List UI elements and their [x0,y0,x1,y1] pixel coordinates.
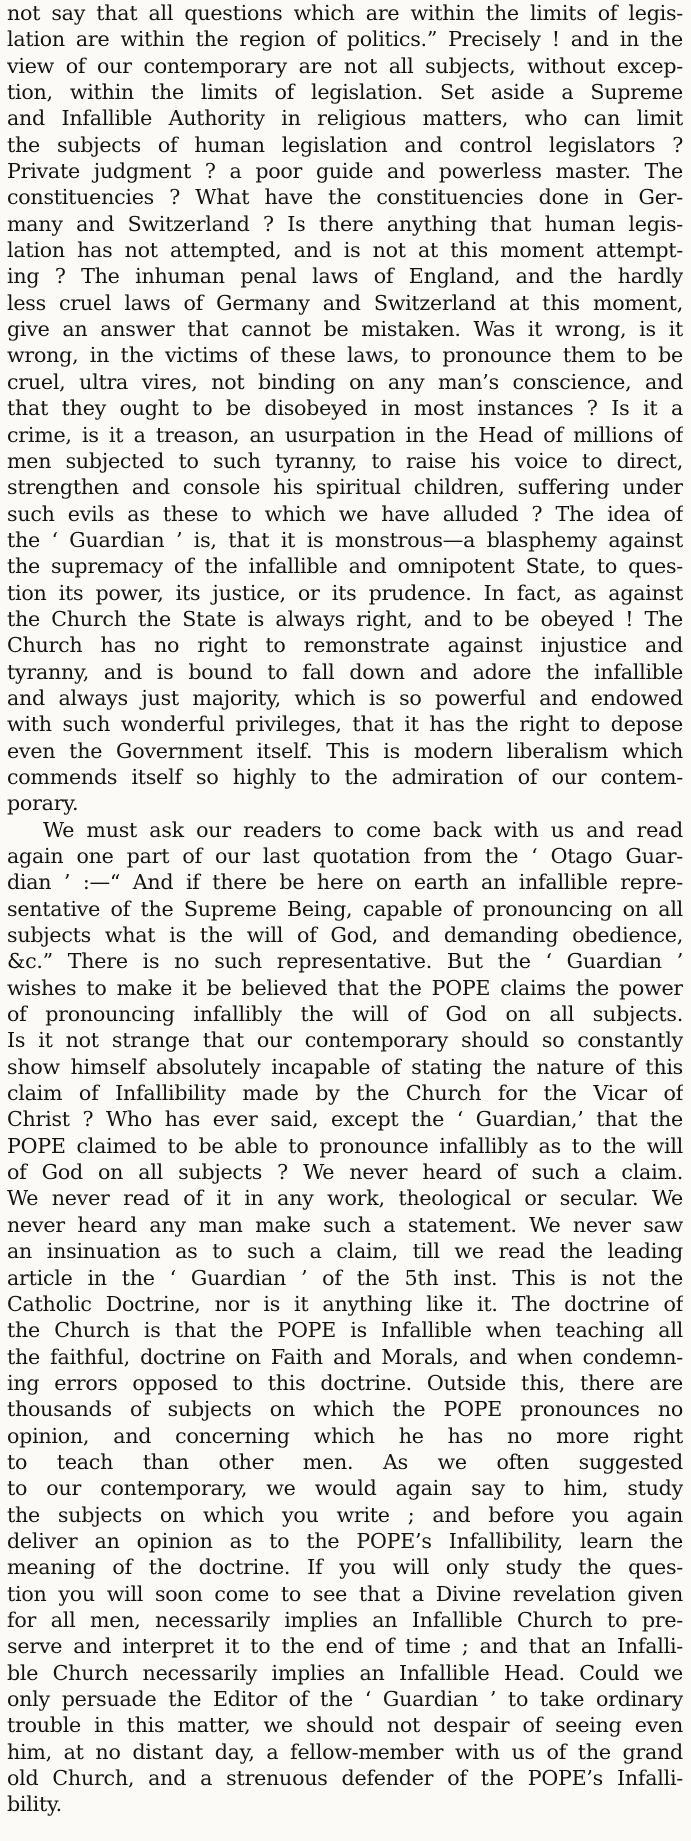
text-line: tion you will soon come to see that a Divine revelation given [7,1581,683,1606]
text-line: serve and interpret it to the end of time ; and that an Infalli- [7,1634,683,1659]
text-line: him, at no distant day, a fellow-member with us of the grand [7,1739,683,1764]
text-line: wrong, in the victims of these laws, to pronounce them to be [7,343,683,368]
text-line: an insinuation as to such a claim, till we read the leading [7,1239,683,1264]
text-line: never heard any man make such a statement. We never saw [7,1212,683,1237]
text-line: not say that all questions which are within the limits of legis- [7,1,683,25]
text-line: wishes to make it be believed that the POPE claims the power [7,975,683,1000]
text-line: give an answer that cannot be mistaken. Was it wrong, is it [7,317,683,342]
text-line: Catholic Doctrine, nor is it anything like it. The doctrine of [7,1291,683,1316]
text-line: the Church the State is always right, and to be obeyed ! The [7,606,683,631]
text-line: of God on all subjects ? We never heard of such a claim. [7,1160,683,1185]
text-line: less cruel laws of Germany and Switzerland at this moment, [7,290,683,315]
text-line: Christ ? Who has ever said, except the ‘ Guardian,’ that the [7,1107,683,1132]
text-line: and Infallible Authority in religious matters, who can limit [7,106,683,131]
text-line: opinion, and concerning which he has no more right [7,1423,683,1448]
text-line: old Church, and a strenuous defender of the POPE’s Infalli- [7,1766,683,1791]
text-line: and always just majority, which is so powerful and endowed [7,685,683,710]
text-line: lation has not attempted, and is not at this moment attempt- [7,238,683,263]
text-line: for all men, necessarily implies an Infallible Church to pre- [7,1607,683,1632]
paragraph [7,0,683,817]
text-line: trouble in this matter, we should not despair of seeing even [7,1713,683,1738]
text-line: tion, within the limits of legislation. Set aside a Supreme [7,80,683,105]
text-line: to our contemporary, we would again say to him, study [7,1476,683,1501]
text-line: meaning of the doctrine. If you will only study the ques- [7,1555,683,1580]
text-line: tyranny, and is bound to fall down and adore the infallible [7,659,683,684]
text-line: of pronouncing infallibly the will of God on all subjects. [7,1002,683,1027]
text-line: the Church is that the POPE is Infallible when teaching all [7,1318,683,1343]
text-line: show himself absolutely incapable of stating the nature of this [7,1054,683,1079]
text-line: crime, is it a treason, an usurpation in the Head of millions of [7,422,683,447]
text-line: the subjects of human legislation and control legislators ? [7,132,683,157]
text-line: Is it not strange that our contemporary should so constantly [7,1028,683,1053]
text-line: such evils as these to which we have alluded ? The idea of [7,501,683,526]
text-line: again one part of our last quotation from the ‘ Otago Guar- [7,844,683,868]
text-line: only persuade the Editor of the ‘ Guardian ’ to take ordinary [7,1687,683,1711]
text-line: claim of Infallibility made by the Church for the Vicar of [7,1081,683,1106]
text-line: deliver an opinion as to the POPE’s Infallibility, learn the [7,1528,683,1553]
text-line: dian ’ :—“ And if there be here on earth an infallible repre- [7,870,683,895]
text-line: strengthen and console his spiritual children, suffering under [7,475,683,500]
text-line: thousands of subjects on which the POPE pronounces no [7,1397,683,1422]
text-line: the supremacy of the infallible and omnipotent State, to ques- [7,554,683,579]
text-line: ing errors opposed to this doctrine. Outside this, there are [7,1370,683,1395]
text-line: tion its power, its justice, or its prudence. In fact, as against [7,580,683,605]
text-line: cruel, ultra vires, not binding on any man’s conscience, and [7,369,683,394]
article-body [7,0,683,1818]
text-line: ing ? The inhuman penal laws of England, and the hardly [7,264,683,289]
text-line: We must ask our readers to come back with us and read [43,817,683,842]
text-line: view of our contemporary are not all subjects, without excep- [7,53,683,78]
text-line: commends itself so highly to the admiration of our contem- [7,764,683,789]
text-line: even the Government itself. This is modern liberalism which [7,738,683,763]
text-line: many and Switzerland ? Is there anything that human legis- [7,211,683,236]
text-line: porary. [7,791,79,816]
text-line: subjects what is the will of God, and demanding obedience, [7,923,683,948]
text-line: with such wonderful privileges, that it has the right to depose [7,712,683,737]
text-line: Church has no right to remonstrate against injustice and [7,633,683,658]
text-line: bility. [7,1792,62,1817]
text-line: that they ought to be disobeyed in most instances ? Is it a [7,396,683,421]
text-line: lation are within the region of politics.” Precisely ! and in the [7,27,683,52]
text-line: the faithful, doctrine on Faith and Morals, and when condemn- [7,1344,683,1369]
text-line: to teach than other men. As we often suggested [7,1449,683,1474]
text-line: constituencies ? What have the constituencies done in Ger- [7,185,683,210]
text-line: Private judgment ? a poor guide and powerless master. The [7,159,683,184]
text-line: ble Church necessarily implies an Infallible Head. Could we [7,1660,683,1685]
text-line: article in the ‘ Guardian ’ of the 5th inst. This is not the [7,1265,683,1290]
text-line: the subjects on which you write ; and before you again [7,1502,683,1527]
text-line: sentative of the Supreme Being, capable of pronouncing on all [7,896,683,921]
text-line: We never read of it in any work, theological or secular. We [7,1186,683,1211]
text-line: men subjected to such tyranny, to raise his voice to direct, [7,448,683,473]
text-line: &c.” There is no such representative. But the ‘ Guardian ’ [7,949,683,974]
text-line: the ‘ Guardian ’ is, that it is monstrous—a blasphemy against [7,527,683,552]
text-line: POPE claimed to be able to pronounce infallibly as to the will [7,1133,683,1158]
paragraph [7,817,683,1818]
